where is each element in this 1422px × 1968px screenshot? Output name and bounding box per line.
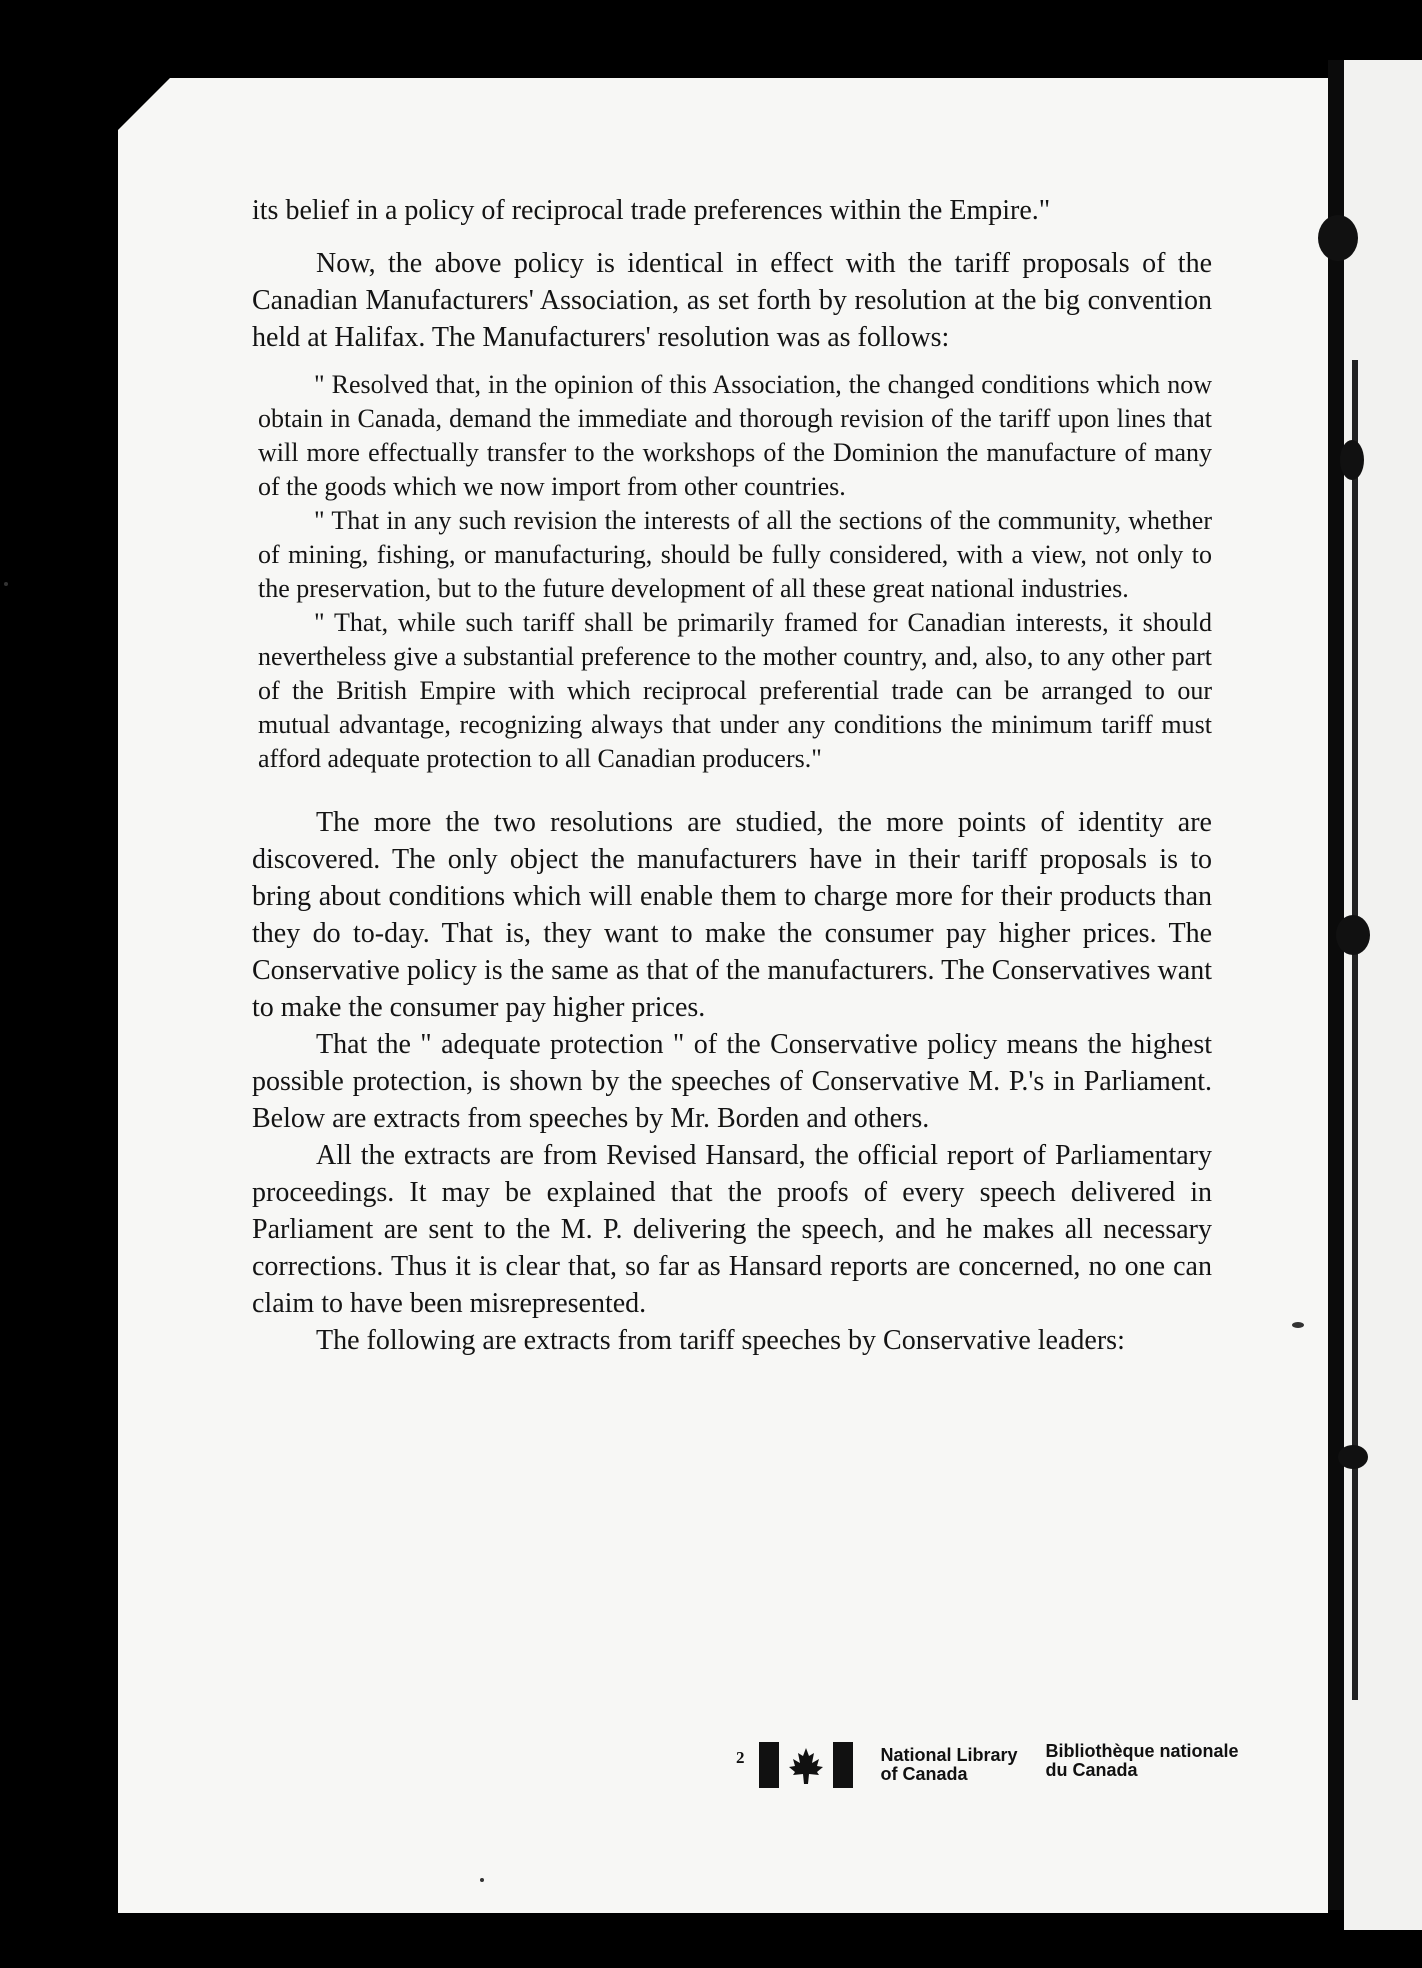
dust-speck [480, 1878, 484, 1882]
quoted-resolution: " Resolved that, in the opinion of this Association, the changed conditions which now obtain in Canada, demand the immediate and thorough revision of the tariff upon lines that will more effectually transfer to the workshops of the Dominion the manufacture of many of the goods which we now import from other countries. [258, 370, 1212, 501]
quoted-resolution: " That, while such tariff shall be primarily framed for Canadian interests, it should nevertheless give a substantial preference to the mother country, and, also, to any other part of the British Empire with which reciprocal preferential trade can be arranged to our mutual advantage, recognizing always that under any conditions the minimum tariff must afford adequate protection to all Canadian producers." [258, 608, 1212, 773]
paragraph: The more the two resolutions are studied, the more points of identity are discovered. The only object the manufacturers have in their tariff proposals is to bring about conditions which will enable them to charge more for their products than they do to-day. That is, they want to make the consumer pay higher prices. The Conservative policy is the same as that of the manufacturers. The Conservatives want to make the consumer pay higher prices. [252, 807, 1212, 1023]
paragraph: Now, the above policy is identical in effect with the tariff proposals of the Canadian Manufacturers' Association, as set forth by resolution at the big convention held at Halifax. The Manufacturers' resolution was as follows: [252, 248, 1212, 353]
binding-gutter [1328, 60, 1344, 1910]
binding-mark [1338, 1445, 1368, 1469]
library-name-french: Bibliothèque nationale du Canada [1045, 1741, 1239, 1780]
binding-mark [1318, 215, 1358, 261]
spine-shadow [1352, 360, 1358, 1700]
dust-speck [4, 582, 8, 586]
binding-mark [1340, 440, 1364, 480]
library-name-english: National Library of Canada [880, 1745, 1018, 1784]
dust-speck [1292, 1322, 1304, 1328]
quoted-resolution: " That in any such revision the interests of all the sections of the community, whether of mining, fishing, or manufacturing, should be fully considered, with a view, not only to the preservation, but to the future development of all these great national industries. [258, 506, 1212, 603]
canada-flag-icon [759, 1742, 853, 1788]
paragraph: All the extracts are from Revised Hansard, the official report of Parliamentary proceedings. It may be explained that the proofs of every speech delivered in Parliament are sent to the M. P. delivering the speech, and he makes all necessary corrections. Thus it is clear that, so far as Hansard reports are concerned, no one can claim to have been misrepresented. [252, 1140, 1212, 1319]
paragraph: The following are extracts from tariff speeches by Conservative leaders: [316, 1325, 1125, 1356]
page-number: 2 [736, 1748, 745, 1767]
paragraph: its belief in a policy of reciprocal trade preferences within the Empire." [252, 195, 1051, 226]
body-text [252, 192, 1212, 1359]
paragraph: That the " adequate protection " of the Conservative policy means the highest possible protection, is shown by the speeches of Conservative M. P.'s in Parliament. Below are extracts from speeches by Mr. Borden and others. [252, 1029, 1212, 1134]
binding-mark [1336, 915, 1370, 955]
page-footer [736, 1742, 1239, 1788]
